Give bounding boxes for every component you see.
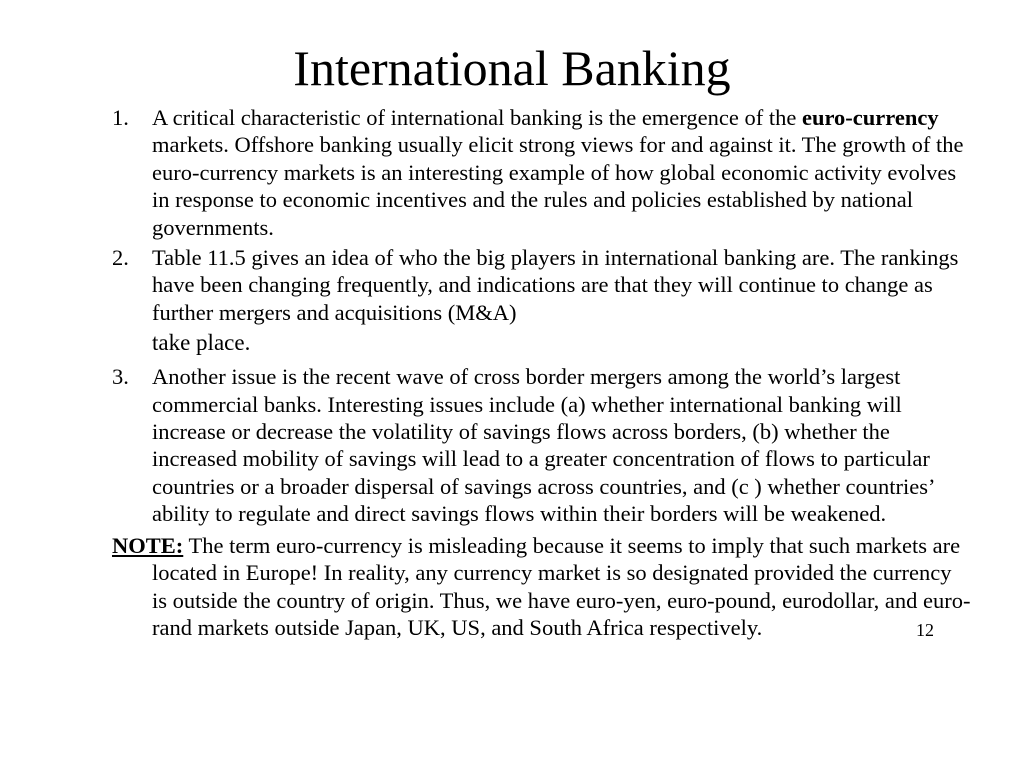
list-item-1 xyxy=(112,104,972,241)
item-text-after: markets. Offshore banking usually elicit strong views for and against it. The growth of the euro-currency markets is an interesting example of how global economic activity evolves in response to economic incentives and the rules and policies established by national governments. xyxy=(152,132,964,240)
list-number: 2. xyxy=(112,245,129,271)
item-text: Another issue is the recent wave of cross border mergers among the world’s largest commercial banks. Interesting issues include (a) whether international banking will increase or decrease the volatility of savings flows across borders, (b) whether the increased mobility of savings will lead to a greater concentration of flows to particular countries or a broader dispersal of savings across countries, and (c ) whether countries’ ability to regulate and direct savings flows within their borders will be weakened. xyxy=(152,364,934,527)
item-text-before: A critical characteristic of international banking is the emergence of the xyxy=(152,105,802,130)
list-number: 1. xyxy=(112,105,129,130)
note-paragraph xyxy=(112,532,972,642)
item-text: Table 11.5 gives an idea of who the big players in international banking are. The rankings have been changing frequently, and indications are that they will continue to change as further mergers and acquisitions (M&A) xyxy=(152,245,959,325)
list-item-3 xyxy=(112,363,972,527)
slide-title: International Banking xyxy=(293,40,731,96)
bold-term: euro-currency xyxy=(801,105,939,130)
page-number: 12 xyxy=(916,620,934,640)
numbered-list xyxy=(112,104,972,641)
list-number: 3. xyxy=(112,364,129,390)
note-label: NOTE: xyxy=(112,532,184,558)
item-text-last: take place. xyxy=(152,330,251,356)
note-text: The term euro-currency is misleading because it seems to imply that such markets are located in Europe! In reality, any currency market is so designated provided the currency is outside the country of origin. Thus, we have euro-yen, euro-pound, eurodollar, and euro-rand markets outside Japan, UK, US, and South Africa respectively. xyxy=(152,532,971,640)
list-item-2 xyxy=(112,244,972,360)
